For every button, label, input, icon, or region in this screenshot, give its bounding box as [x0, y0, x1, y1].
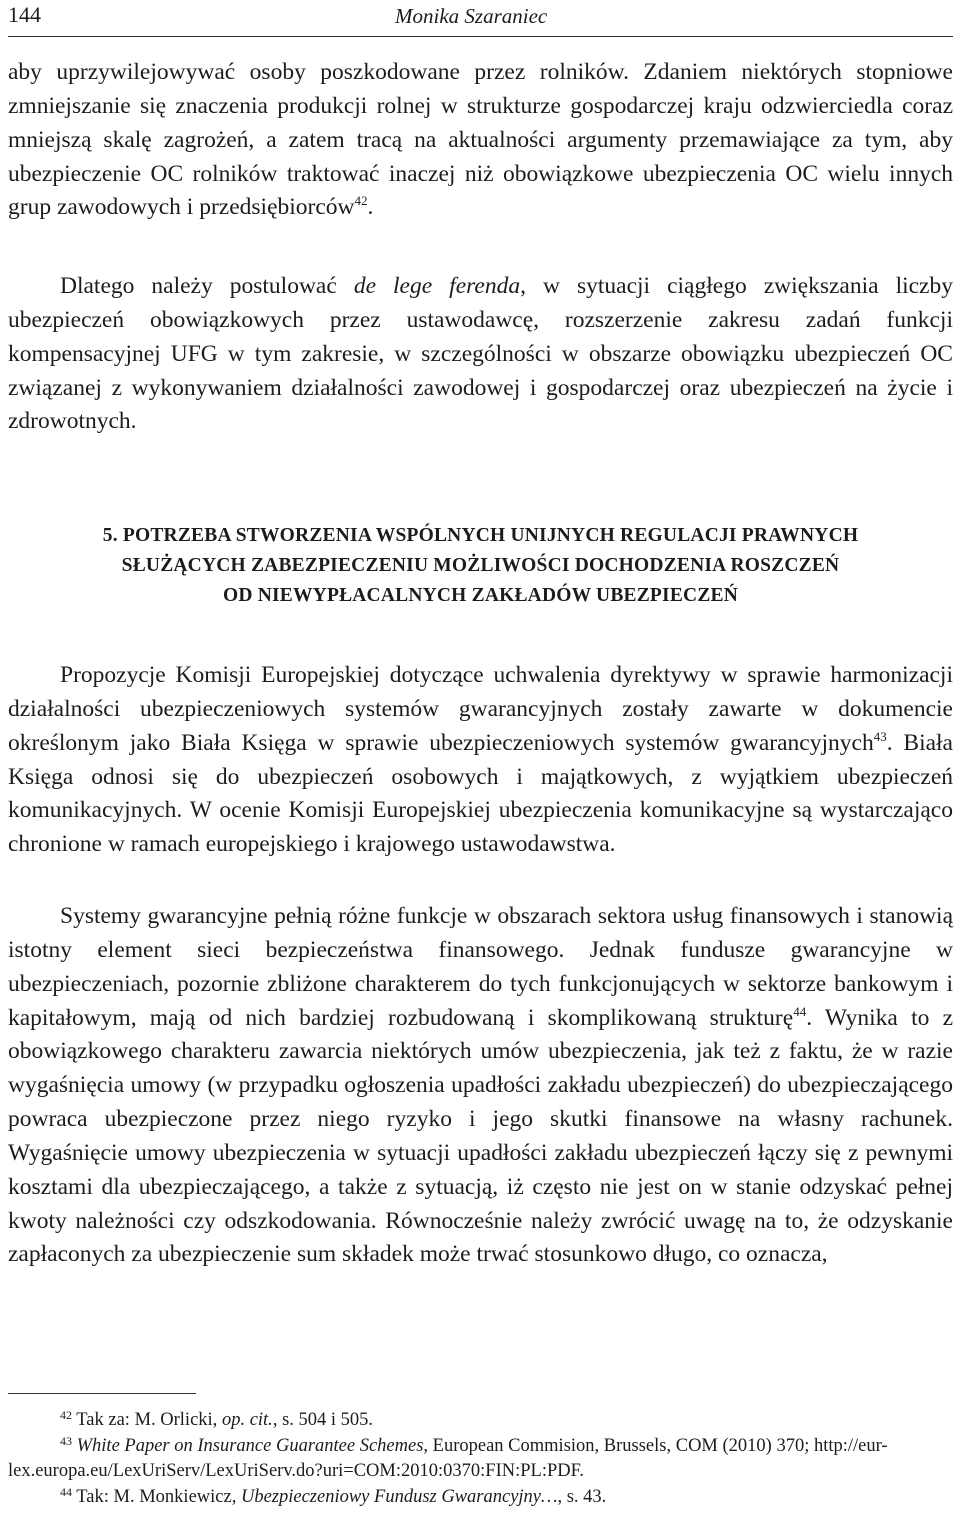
- section-heading-line-1: 5. POTRZEBA STWORZENIA WSPÓLNYCH UNIJNYCH REGULACJI PRAWNYCH: [102, 525, 859, 546]
- paragraph-4: [8, 900, 953, 1272]
- footnote-42-italic: op. cit.: [221, 1410, 273, 1430]
- paragraph-3-text-end: . Biała Księga odnosi się do ubezpieczeń osobowych i majątkowych, z wyjątkiem ubezpieczeń komunikacyjnych. W ocenie Komisji Europejskiej ubezpieczenia komunikacyjne są wystarczająco chronione w ramach europejskiego i krajowego ustawodawstwa.: [8, 729, 953, 858]
- header-rule: [8, 36, 953, 37]
- footnote-ref-43[interactable]: 43: [873, 728, 887, 744]
- footnote-43: [8, 1434, 953, 1484]
- paragraph-1-end: .: [367, 194, 374, 221]
- footnote-44-italic: Ubezpieczeniowy Fundusz Gwarancyjny…: [240, 1487, 558, 1507]
- footnote-44: [8, 1485, 953, 1510]
- running-head-author: Monika Szaraniec: [395, 4, 548, 28]
- paragraph-4-text-start: Systemy gwarancyjne pełnią różne funkcje w obszarach sektora usług finansowych i stanowią istotny element sieci bezpieczeństwa finansowego. Jednak fundusze gwarancyjne w ubezpieczeniach, pozornie zbliżone charakterem do tych funkcjonujących w sektorze bankowym i kapitałowym, mają od nich bardziej rozbudowaną i skomplikowaną strukturę: [8, 903, 953, 1031]
- footnote-44-number: 44: [60, 1485, 72, 1499]
- paragraph-2: [8, 270, 953, 439]
- footnote-ref-42[interactable]: 42: [354, 193, 368, 209]
- footnote-43-number: 43: [60, 1434, 72, 1448]
- footnote-42-number: 42: [60, 1408, 72, 1422]
- footnote-ref-44[interactable]: 44: [793, 1003, 807, 1019]
- section-heading-line-3: OD NIEWYPŁACALNYCH ZAKŁADÓW UBEZPIECZEŃ: [222, 585, 739, 606]
- paragraph-4-text-end: . Wynika to z obowiązkowego charakteru zawarcia niektórych umów ubezpieczenia, jak też z faktu, że w razie wygaśnięcia umowy (w przypadku ogłoszenia upadłości zakładu ubezpieczeń) do ubezpieczającego powraca ubezpieczone przez niego ryzyko i jego skutki finansowe na własny rachunek. Wygaśnięcie umowy ubezpieczenia w sytuacji upadłości zakładu ubezpieczeń łączy się z pewnymi kosztami dla ubezpieczającego, a także z sytuacją, iż często nie jest on w stanie odzyskać pełnej kwoty należności czy odszkodowania. Równocześnie należy zwrócić uwagę na to, że odzyskanie zapłaconych za ubezpieczenie sum składek może trwać stosunkowo długo, co oznacza,: [8, 1004, 954, 1268]
- footnote-42: [8, 1408, 953, 1433]
- paragraph-2-text-start: Dlatego należy postulować: [60, 273, 354, 299]
- paragraph-3: [8, 659, 953, 862]
- page-number: 144: [8, 2, 41, 27]
- paragraph-1: [8, 56, 953, 225]
- paragraph-2-text-end: , w sytuacji ciągłego zwiększania liczby ubezpieczeń obowiązkowych przez ustawodawcę, rozszerzenie zakresu zadań funkcji kompensacyjnej UFG w tym zakresie, w szczególności w obszarze obowiązku ubezpieczeń OC związanej z wykonywaniem działalności zawodowej i gospodarczej oraz ubezpieczeń na życie i zdrowotnych.: [8, 273, 953, 435]
- footnote-42-text-end: , s. 504 i 505.: [272, 1410, 374, 1430]
- footnote-rule: [8, 1393, 196, 1394]
- footnote-44-text-end: , s. 43.: [557, 1487, 607, 1507]
- running-head: [8, 0, 953, 40]
- footnote-43-text: , European Commision, Brussels, COM (2010) 370; http://eur-lex.europa.eu/LexUriServ/LexUriServ.do?uri=COM:2010:0370:FIN:PL:PDF.: [8, 1436, 888, 1481]
- paragraph-1-text: aby uprzywilejowywać osoby poszkodowane przez rolników. Zdaniem niektórych stopniowe zmniejszanie się znaczenia produkcji rolnej w strukturze gospodarczej kraju odzwierciedla coraz mniejszą skalę zagrożeń, a zatem tracą na aktualności argumenty przemawiające za tym, aby ubezpieczenie OC rolników traktować inaczej niż obowiązkowe ubezpieczenia OC wielu innych grup zawodowych i przedsiębiorców: [8, 59, 953, 221]
- footnote-44-text-start: Tak: M. Monkiewicz,: [72, 1487, 241, 1507]
- section-heading-line-2: SŁUŻĄCYCH ZABEZPIECZENIU MOŻLIWOŚCI DOCHODZENIA ROSZCZEŃ: [121, 555, 840, 576]
- paragraph-2-latin-phrase: de lege ferenda: [353, 273, 521, 299]
- footnote-43-italic-title: White Paper on Insurance Guarantee Schemes: [72, 1436, 424, 1456]
- paragraph-3-text-start: Propozycje Komisji Europejskiej dotyczące uchwalenia dyrektywy w sprawie harmonizacji działalności ubezpieczeniowych systemów gwarancyjnych zostały zawarte w dokumencie określonym jako Biała Księga w sprawie ubezpieczeniowych systemów gwarancyjnych: [8, 662, 953, 756]
- footnote-42-text-start: Tak za: M. Orlicki,: [72, 1410, 222, 1430]
